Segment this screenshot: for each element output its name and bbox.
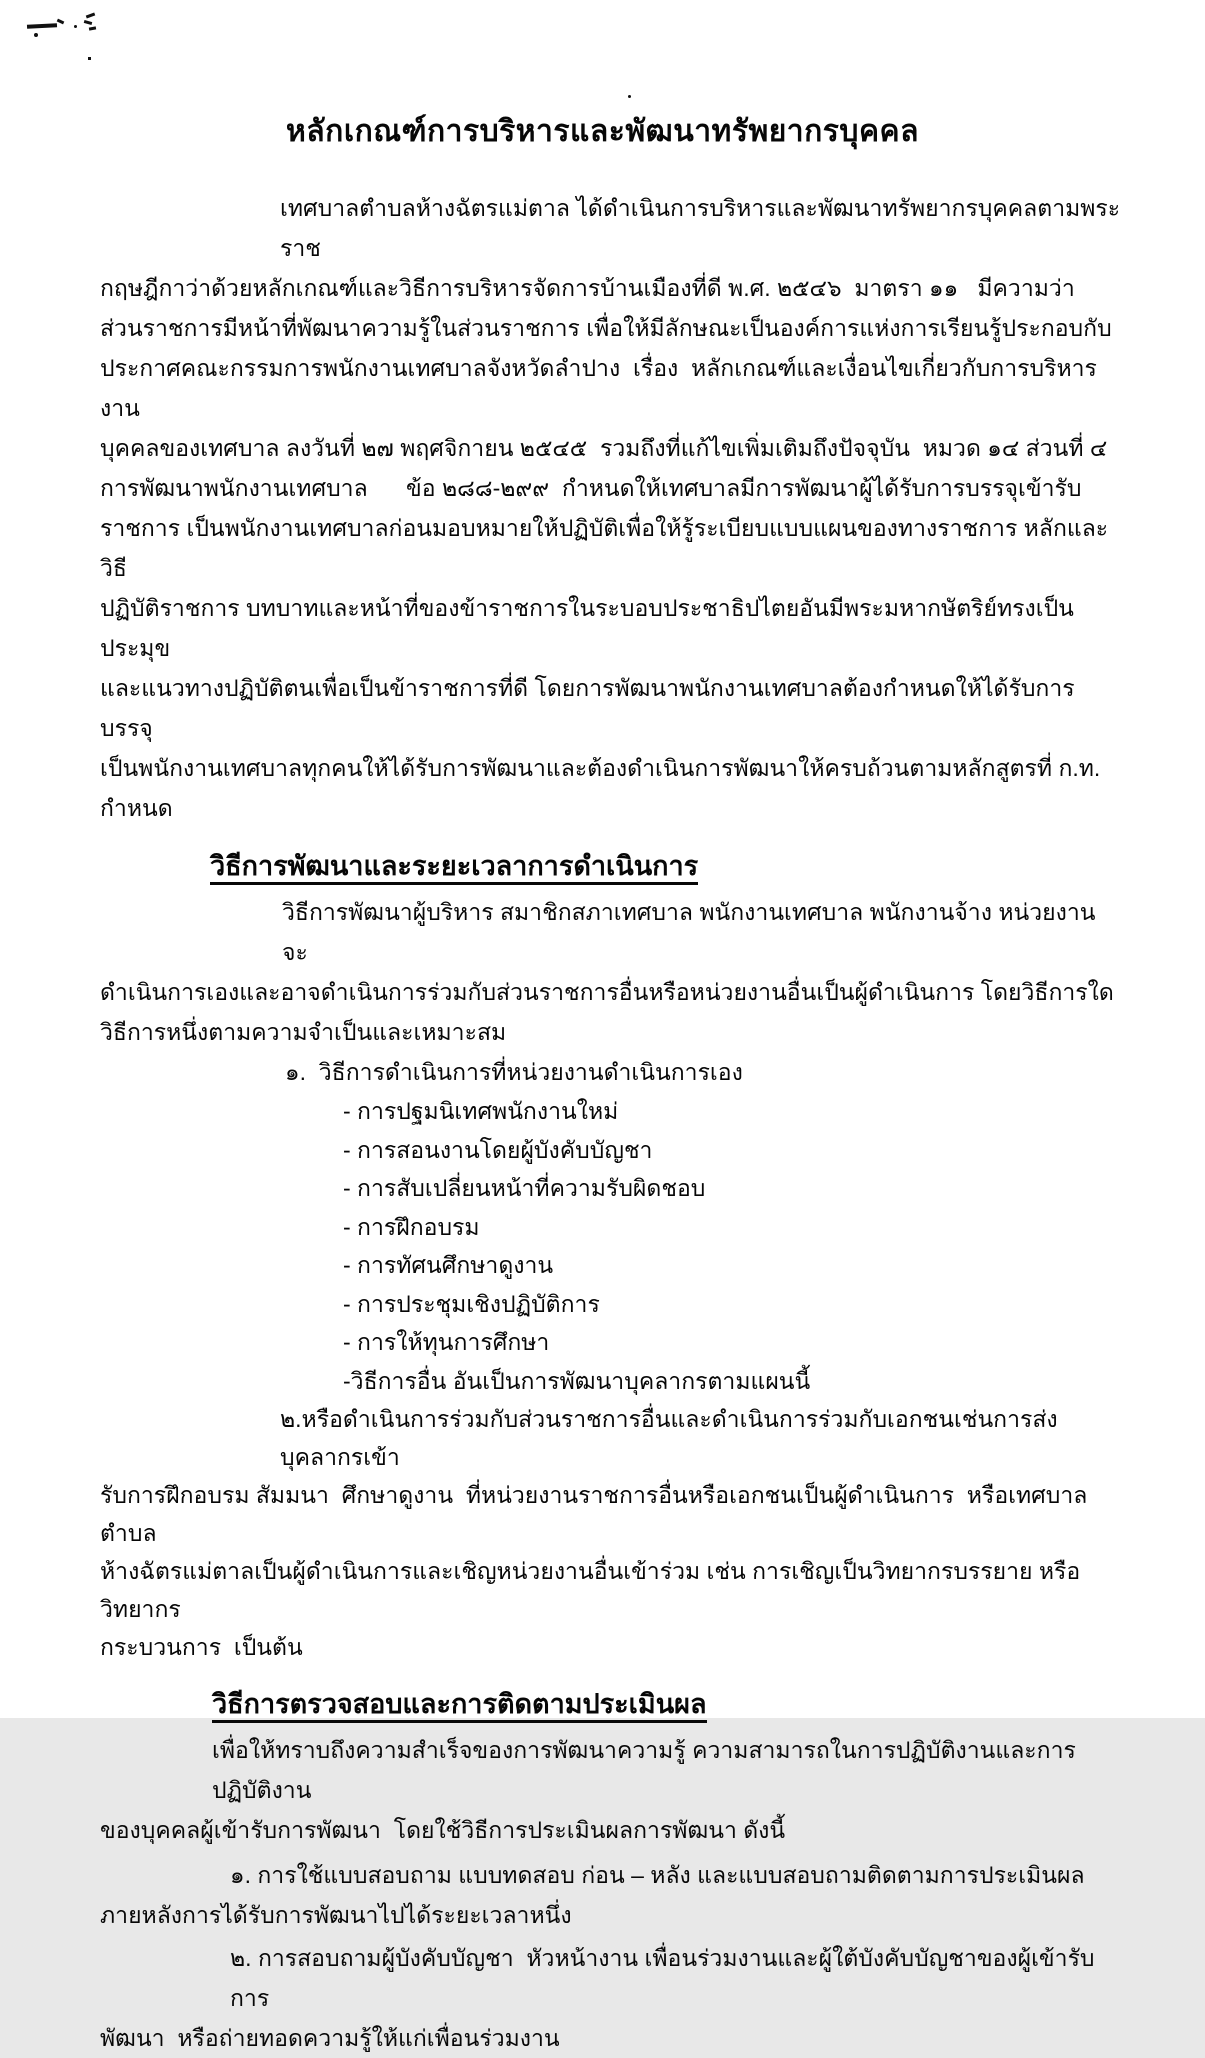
text-line: ๒. การสอบถามผู้บังคับบัญชา หัวหน้างาน เพื่อนร่วมงานและผู้ใต้บังคับบัญชาของผู้เข้ารับการ [230,1945,1095,2011]
evaluation-item-2 [100,1938,1121,2058]
text-line: ของบุคคลผู้เข้ารับการพัฒนา โดยใช้วิธีการประเมินผลการพัฒนา ดังนี้ [100,1817,786,1843]
text-line: ส่วนราชการมีหน้าที่พัฒนาความรู้ในส่วนราชการ เพื่อให้มีลักษณะเป็นองค์การแห่งการเรียนรู้ประกอบกับ [100,315,1112,341]
text-line: เทศบาลตำบลห้างฉัตรแม่ตาล ได้ดำเนินการบริหารและพัฒนาทรัพยากรบุคคลตามพระราช [280,195,1121,261]
development-item-2 [100,1400,1121,1666]
text-line: รับการฝึกอบรม สัมมนา ศึกษาดูงาน ที่หน่วยงานราชการอื่นหรือเอกชนเป็นผู้ดำเนินการ หรือเทศบาลตำบล [100,1482,1088,1546]
document-title: หลักเกณฑ์การบริหารและพัฒนาทรัพยากรบุคคล [286,115,919,148]
section-evaluation [100,1682,1121,1726]
text-line: บุคคลของเทศบาล ลงวันที่ ๒๗ พฤศจิกายน ๒๕๔๕ รวมถึงที่แก้ไขเพิ่มเติมถึงปัจจุบัน หมวด ๑๔ ส่วนที่ ๔ [100,435,1108,461]
text-line: ๑. การใช้แบบสอบถาม แบบทดสอบ ก่อน – หลัง และแบบสอบถามติดตามการประเมินผล [230,1862,1085,1888]
evaluation-intro-paragraph [100,1730,1121,1850]
text-line: ราชการ เป็นพนักงานเทศบาลก่อนมอบหมายให้ปฏิบัติเพื่อให้รู้ระเบียบแบบแผนของทางราชการ หลักและวิธี [100,515,1109,581]
text-line: เพื่อให้ทราบถึงความสำเร็จของการพัฒนาความรู้ ความสามารถในการปฏิบัติงานและการปฏิบัติงาน [212,1737,1076,1803]
text-line: กำหนด [100,795,173,821]
text-line: - การประชุมเชิงปฏิบัติการ [343,1290,600,1317]
text-line: เป็นพนักงานเทศบาลทุกคนให้ได้รับการพัฒนาและต้องดำเนินการพัฒนาให้ครบถ้วนตามหลักสูตรที่ ก.ท. [100,755,1101,781]
document-body [0,188,1205,2058]
scan-artifact [34,33,38,37]
text-line: วิธีการพัฒนาผู้บริหาร สมาชิกสภาเทศบาล พนักงานเทศบาล พนักงานจ้าง หน่วยงานจะ [282,899,1096,965]
scan-artifact [74,25,77,28]
text-line: ประกาศคณะกรรมการพนักงานเทศบาลจังหวัดลำปาง เรื่อง หลักเกณฑ์และเงื่อนไขเกี่ยวกับการบริหารงาน [100,355,1097,421]
text-line: กฤษฎีกาว่าด้วยหลักเกณฑ์และวิธีการบริหารจัดการบ้านเมืองที่ดี พ.ศ. ๒๕๔๖ มาตรา ๑๑ มีความว่า [100,275,1075,301]
text-line: - การให้ทุนการศึกษา [343,1329,550,1355]
evaluation-item-1 [100,1855,1121,1935]
scan-artifact [88,57,91,60]
text-line: วิธีการหนึ่งตามความจำเป็นและเหมาะสม [100,1019,507,1045]
text-line: - การฝึกอบรม [343,1213,480,1240]
development-methods-paragraph [100,892,1121,1052]
text-line: -วิธีการอื่น อันเป็นการพัฒนาบุคลากรตามแผนนี้ [343,1367,811,1394]
text-line: พัฒนา หรือถ่ายทอดความรู้ให้แก่เพื่อนร่วมงาน [100,2025,560,2051]
text-line: ห้างฉัตรแม่ตาลเป็นผู้ดำเนินการและเชิญหน่วยงานอื่นเข้าร่วม เช่น การเชิญเป็นวิทยากรบรรยาย หรือวิทยากร [100,1558,1081,1622]
development-item-1: ๑. วิธีการดำเนินการที่หน่วยงานดำเนินการเอง [285,1059,743,1085]
intro-paragraph [100,188,1121,828]
text-line: - การสอนงานโดยผู้บังคับบัญชา [343,1136,653,1163]
text-line: - การปฐมนิเทศพนักงานใหม่ [343,1098,619,1124]
text-line: ดำเนินการเองและอาจดำเนินการร่วมกับส่วนราชการอื่นหรือหน่วยงานอื่นเป็นผู้ดำเนินการ โดยวิธีการใด [100,979,1114,1005]
text-line: ปฏิบัติราชการ บทบาทและหน้าที่ของข้าราชการในระบอบประชาธิปไตยอันมีพระมหากษัตริย์ทรงเป็นประมุข [100,595,1074,661]
text-line: และแนวทางปฏิบัติตนเพื่อเป็นข้าราชการที่ดี โดยการพัฒนาพนักงานเทศบาลต้องกำหนดให้ได้รับการบรรจุ [100,675,1075,741]
development-methods-list [100,1092,1121,1400]
text-line: การพัฒนาพนักงานเทศบาล ข้อ ๒๘๘-๒๙๙ กำหนดให้เทศบาลมีการพัฒนาผู้ได้รับการบรรจุเข้ารับ [100,475,1082,501]
section-evaluation-heading: วิธีการตรวจสอบและการติดตามประเมินผล [212,1689,707,1723]
section-development-heading: วิธีการพัฒนาและระยะเวลาการดำเนินการ [210,851,698,885]
text-line: - การทัศนศึกษาดูงาน [343,1252,554,1278]
text-line: ๒.หรือดำเนินการร่วมกับส่วนราชการอื่นและดำเนินการร่วมกับเอกชนเช่นการส่งบุคลากรเข้า [280,1406,1058,1470]
text-line: ภายหลังการได้รับการพัฒนาไปได้ระยะเวลาหนึ่ง [100,1902,572,1928]
scan-artifact [628,95,631,98]
text-line: - การสับเปลี่ยนหน้าที่ความรับผิดชอบ [343,1175,706,1201]
text-line: กระบวนการ เป็นต้น [100,1634,303,1660]
section-development [100,844,1121,888]
